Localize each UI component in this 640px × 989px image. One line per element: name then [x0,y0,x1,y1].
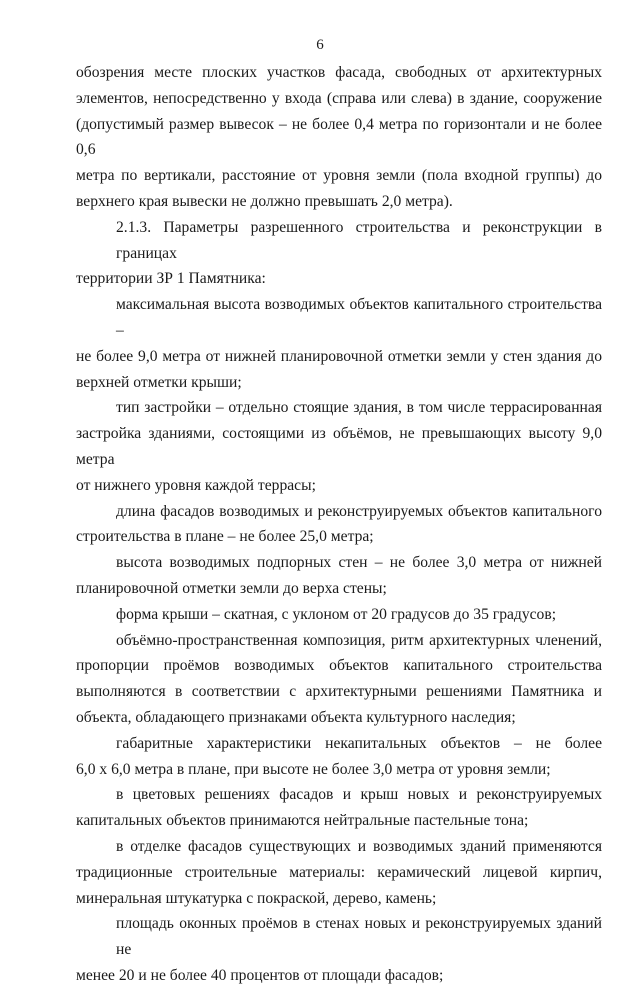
text-line: планировочной отметки земли до верха стены; [76,579,387,597]
text-line: габаритные характеристики некапитальных объектов – не более [116,734,602,752]
text-line: менее 20 и не более 40 процентов от площади фасадов; [76,966,444,984]
paragraph-p2 [76,292,602,395]
page-number: 6 [316,37,324,53]
text-line: (допустимый размер вывесок – не более 0,4 метра по горизонтали и не более 0,6 [76,115,602,159]
text-line: в цветовых решениях фасадов и крыш новых и реконструируемых [116,786,602,804]
paragraph-p11 [76,911,602,988]
text-line: площадь оконных проёмов в стенах новых и реконструируемых зданий не [116,915,602,959]
text-line: обозрения месте плоских участков фасада, свободных от архитектурных [76,64,602,81]
paragraph-p10 [76,834,602,911]
text-line: метра по вертикали, расстояние от уровня земли (пола входной группы) до [76,167,602,185]
paragraph-p3 [76,395,602,498]
paragraph-p0 [76,60,602,215]
paragraph-p9 [76,782,602,834]
paragraph-p4 [76,499,602,551]
text-line: территории ЗР 1 Памятника: [76,270,266,288]
paragraph-p6 [76,602,602,628]
text-line: от нижнего уровня каждой террасы; [76,476,316,494]
paragraph-p5 [76,550,602,602]
text-line: объёмно-пространственная композиция, ритм архитектурных членений, [116,631,602,649]
paragraph-p8 [76,731,602,783]
text-line: выполняются в соответствии с архитектурными решениями Памятника и [76,683,602,701]
text-line: форма крыши – скатная, с уклоном от 20 градусов до 35 градусов; [116,605,557,623]
text-line: минеральная штукатурка с покраской, дерево, камень; [76,889,437,907]
text-line: застройка зданиями, состоящими из объёмов, не превышающих высоту 9,0 метра [76,425,602,468]
text-line: пропорции проёмов возводимых объектов капитального строительства [76,657,602,675]
text-line: высота возводимых подпорных стен – не более 3,0 метра от нижней [116,554,602,572]
text-line: традиционные строительные материалы: керамический лицевой кирпич, [76,863,602,881]
text-line: капитальных объектов принимаются нейтральные пастельные тона; [76,812,529,830]
text-line: длина фасадов возводимых и реконструируемых объектов капитального [116,502,602,520]
text-line: элементов, непосредственно у входа (справа или слева) в здание, сооружение [76,89,602,107]
text-line: 6,0 х 6,0 метра в плане, при высоте не более 3,0 метра от уровня земли; [76,760,551,778]
text-line: в отделке фасадов существующих и возводимых зданий применяются [116,837,602,855]
text-line: 2.1.3. Параметры разрешенного строительства и реконструкции в границах [116,218,602,262]
text-line: строительства в плане – не более 25,0 метра; [76,528,374,546]
text-line: тип застройки – отдельно стоящие здания, в том числе террасированная [116,399,602,417]
document-body [76,60,602,989]
text-line: верхней отметки крыши; [76,373,242,391]
text-line: объекта, обладающего признаками объекта культурного наследия; [76,708,516,726]
text-line: верхнего края вывески не должно превышать 2,0 метра). [76,192,453,210]
text-line: не более 9,0 метра от нижней планировочной отметки земли у стен здания до [76,347,602,365]
paragraph-p1 [76,215,602,292]
text-line: максимальная высота возводимых объектов капитального строительства – [116,296,602,339]
paragraph-p7 [76,628,602,731]
